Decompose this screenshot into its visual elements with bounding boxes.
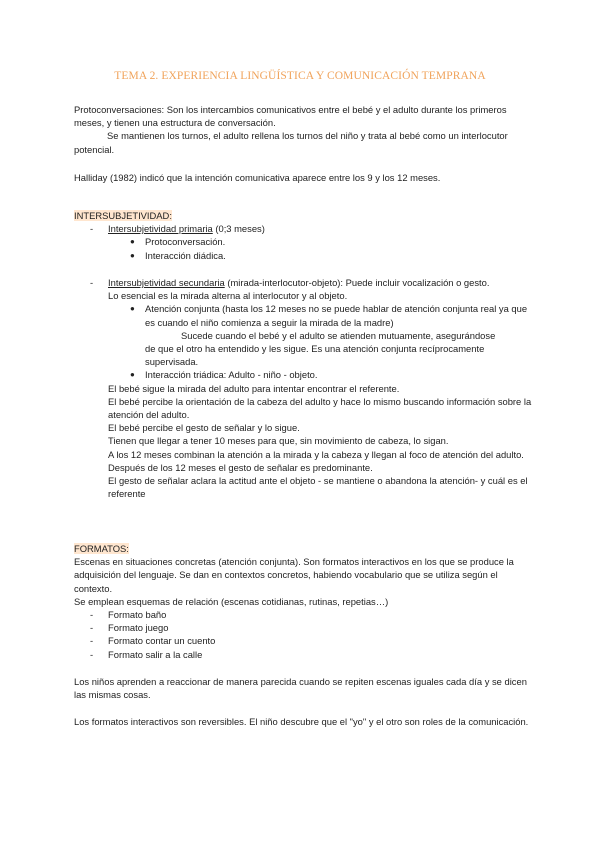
formatos-heading: FORMATOS: bbox=[74, 543, 129, 554]
primaria-bullet-1: ● Protoconversación. bbox=[130, 236, 226, 248]
secundaria-item: - Intersubjetividad secundaria (mirada-interlocutor-objeto): Puede incluir vocalización o gesto. bbox=[90, 277, 490, 288]
bullet-icon: ● bbox=[130, 237, 135, 247]
bullet-icon: ● bbox=[130, 250, 135, 260]
secundaria-line: El bebé percibe la orientación de la cabeza del adulto y hace lo mismo buscando información sobre la atención del adulto. bbox=[108, 395, 532, 421]
page-title: TEMA 2. EXPERIENCIA LINGÜÍSTICA Y COMUNICACIÓN TEMPRANA bbox=[114, 70, 486, 82]
secundaria-line: Después de los 12 meses el gesto de señalar es predominante. bbox=[108, 461, 373, 473]
intro-paragraph-2: Se mantienen los turnos, el adulto rellena los turnos del niño y trata al bebé como un interlocutor potencial. bbox=[74, 130, 508, 155]
primaria-item: - Intersubjetividad primaria (0;3 meses) bbox=[90, 223, 265, 235]
bullet-icon: ● bbox=[130, 304, 135, 314]
halliday-text: Halliday (1982) indicó que la intención comunicativa aparece entre los 9 y los 12 meses. bbox=[74, 172, 441, 183]
secundaria-bullet-1-cont-b: de que el otro ha entendido y les sigue. Es una atención conjunta recíprocamente supervisada. bbox=[145, 343, 485, 368]
formatos-paragraph-1: Escenas en situaciones concretas (atención conjunta). Son formatos interactivos en los que se produce la adquisición del lenguaje. Se dan en contextos concretos, habiendo vocabulario que se utiliza según el contexto. bbox=[74, 556, 514, 594]
secundaria-line: A los 12 meses combinan la atención a la mirada y la cabeza y llegan al foco de atención del adulto. bbox=[108, 448, 524, 460]
formato-item: - Formato baño bbox=[90, 609, 167, 621]
formatos-paragraph-4 bbox=[74, 715, 534, 728]
intro-section bbox=[74, 103, 534, 156]
secundaria-line-2: Lo esencial es la mirada alterna al interlocutor y al objeto. bbox=[108, 290, 348, 302]
intro-paragraph-1: Protoconversaciones: Son los intercambios comunicativos entre el bebé y el adulto durante los primeros meses, y tienen una estructura de conversación. bbox=[74, 104, 507, 129]
formatos-section bbox=[74, 542, 534, 661]
secundaria-suffix: (mirada-interlocutor-objeto): Puede incluir vocalización o gesto. bbox=[224, 277, 490, 288]
secundaria-bullet-1-cont-a: Sucede cuando el bebé y el adulto se atienden mutuamente, asegurándose bbox=[181, 329, 496, 341]
formatos-paragraph-3 bbox=[74, 675, 534, 701]
secundaria-line: El bebé sigue la mirada del adulto para intentar encontrar el referente. bbox=[108, 382, 400, 394]
secundaria-bullet-2: ● Interacción triádica: Adulto - niño - objeto. bbox=[130, 369, 318, 381]
halliday-paragraph bbox=[74, 171, 534, 184]
formatos-text-3: Los niños aprenden a reaccionar de manera parecida cuando se repiten escenas iguales cada día y se dicen las mismas cosas. bbox=[74, 676, 527, 701]
secundaria-section bbox=[74, 276, 534, 500]
intersubjetividad-heading: INTERSUBJETIVIDAD: bbox=[74, 210, 172, 221]
formatos-text-4: Los formatos interactivos son reversibles. El niño descubre que el "yo" y el otro son roles de la comunicación. bbox=[74, 716, 529, 727]
formato-item: - Formato juego bbox=[90, 622, 169, 634]
primaria-label: Intersubjetividad primaria bbox=[108, 223, 213, 235]
formato-item: - Formato salir a la calle bbox=[90, 648, 203, 660]
secundaria-line: El gesto de señalar aclara la actitud ante el objeto - se mantiene o abandona la atención- y cuál es el referente bbox=[108, 475, 528, 500]
formatos-paragraph-2: Se emplean esquemas de relación (escenas cotidianas, rutinas, repetias…) bbox=[74, 595, 389, 607]
secundaria-label: Intersubjetividad secundaria bbox=[108, 277, 225, 288]
formato-item: - Formato contar un cuento bbox=[90, 635, 216, 647]
bullet-icon: ● bbox=[130, 370, 135, 380]
secundaria-line: Tienen que llegar a tener 10 meses para que, sin movimiento de cabeza, lo sigan. bbox=[108, 435, 449, 447]
secundaria-bullet-1: ● Atención conjunta (hasta los 12 meses no se puede hablar de atención conjunta real ya que es cuando el niño comienza a seguir la mirada de la madre) bbox=[130, 303, 528, 328]
primaria-suffix: (0;3 meses) bbox=[212, 223, 265, 235]
intersubjetividad-section bbox=[74, 209, 534, 262]
primaria-bullet-2: ● Interacción diádica. bbox=[130, 249, 226, 261]
secundaria-line: El bebé percibe el gesto de señalar y lo sigue. bbox=[108, 422, 300, 434]
